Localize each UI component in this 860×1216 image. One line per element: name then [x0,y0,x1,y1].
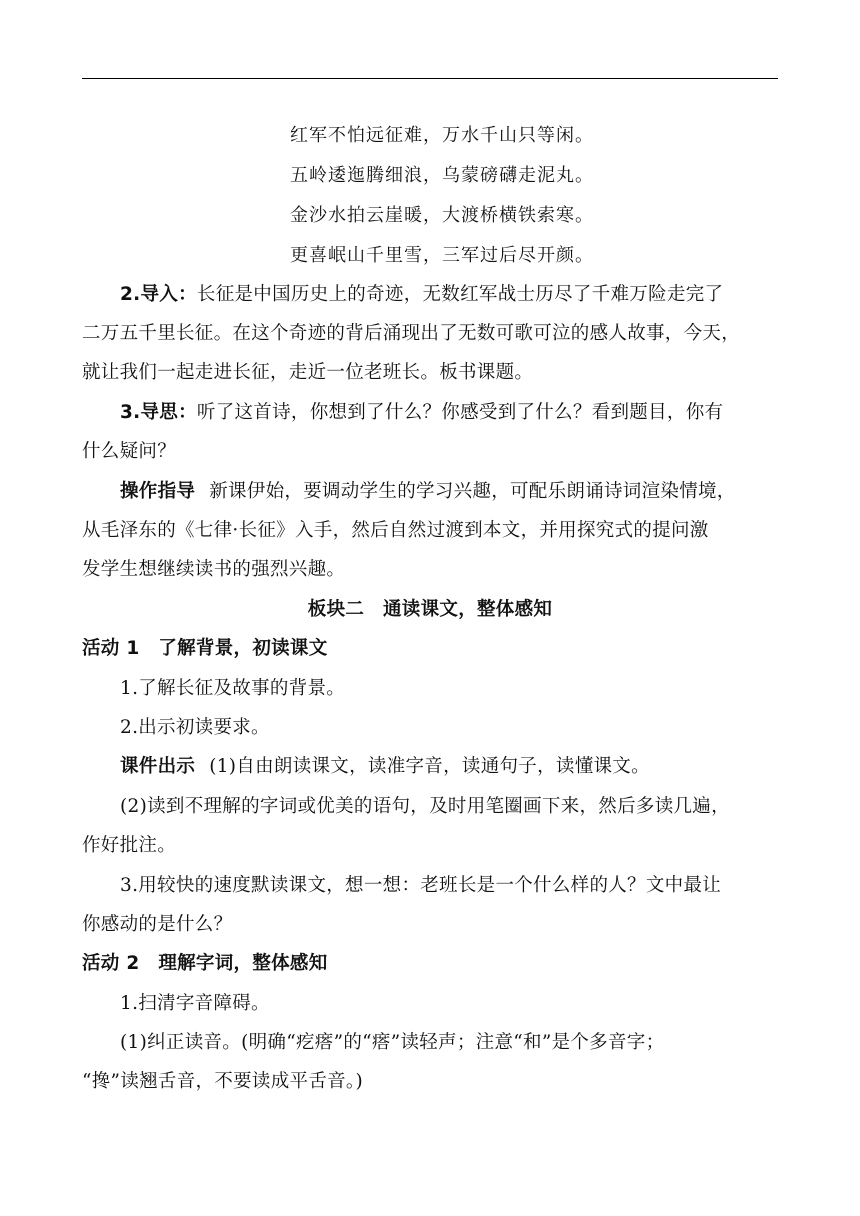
activity1-item3-line-1: 3.用较快的速度默读课文，想一想：老班长是一个什么样的人？文中最让 [120,875,722,896]
guide-text-2: 什么疑问？ [82,441,177,462]
guide-text-1: 听了这首诗，你想到了什么？你感受到了什么？看到题目，你有 [196,402,724,423]
activity2-item1-sub-line-1: (1)纠正读音。(明确“疙瘩”的“瘩”读轻声；注意“和”是个多音字； [120,1032,665,1053]
activity2-item1-sub-line-2: “搀”读翘舌音，不要读成平舌音。) [82,1071,363,1092]
courseware-line-1 [120,754,778,780]
guide-paragraph-line-1 [120,400,778,426]
tip-text-1: 新课伊始，要调动学生的学习兴趣，可配乐朗诵诗词渲染情境， [209,481,736,502]
activity1-item2: 2.出示初读要求。 [120,717,270,738]
poem-line-2: 五岭逶迤腾细浪，乌蒙磅礴走泥丸。 [290,165,594,186]
intro-paragraph-line-1 [120,282,778,308]
poem-line-4: 更喜岷山千里雪，三军过后尽开颜。 [290,245,594,266]
activity1-item3-line-2: 你感动的是什么？ [82,914,233,935]
courseware-item-1: (1)自由朗读课文，读准字音，读通句子，读懂课文。 [209,756,650,777]
guide-label: 3.导思： [120,402,197,423]
intro-label: 2.导入： [120,284,197,305]
section-title: 板块二 通读课文，整体感知 [307,599,553,620]
intro-text-2: 二万五千里长征。在这个奇迹的背后涌现出了无数可歌可泣的感人故事，今天， [82,323,741,344]
activity1-title: 活动 1 了解背景，初读课文 [82,638,328,659]
activity2-item1: 1.扫清字音障碍。 [120,993,270,1014]
intro-text-1: 长征是中国历史上的奇迹，无数红军战士历尽了千难万险走完了 [196,284,724,305]
poem-line-3: 金沙水拍云崖暖，大渡桥横铁索寒。 [290,205,594,226]
courseware-label: 课件出示 [120,756,196,777]
header-rule [82,78,778,79]
intro-text-3: 就让我们一起走进长征，走近一位老班长。板书课题。 [82,362,534,383]
tip-label: 操作指导 [120,481,196,502]
tip-text-3: 发学生想继续读书的强烈兴趣。 [82,559,346,580]
activity2-title: 活动 2 理解字词，整体感知 [82,953,328,974]
tip-text-2: 从毛泽东的《七律·长征》入手，然后自然过渡到本文，并用探究式的提问激 [82,520,709,541]
courseware-item-2-line-2: 作好批注。 [82,835,177,856]
tip-paragraph-line-1 [120,479,778,505]
courseware-item-2-line-1: (2)读到不理解的字词或优美的语句，及时用笔圈画下来，然后多读几遍， [120,796,730,817]
poem-line-1: 红军不怕远征难，万水千山只等闲。 [290,125,594,146]
activity1-item1: 1.了解长征及故事的背景。 [120,678,346,699]
